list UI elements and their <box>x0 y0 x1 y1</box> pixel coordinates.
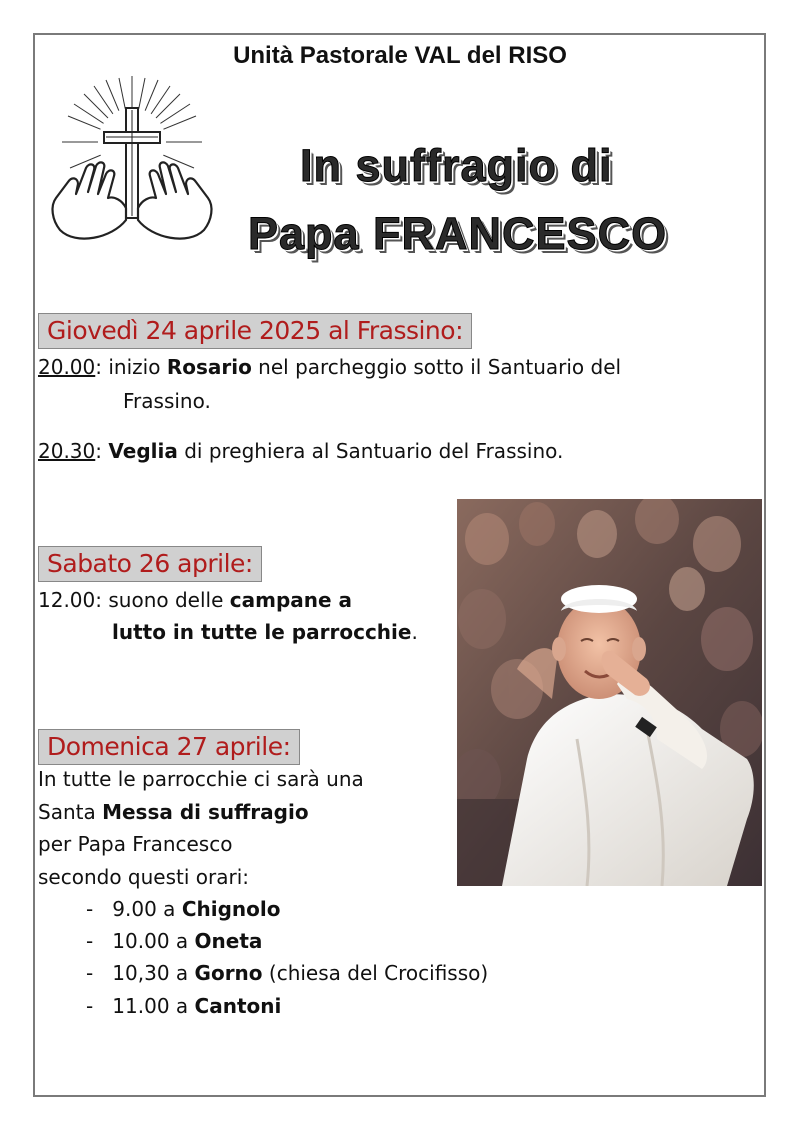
list-dash: - <box>86 961 94 985</box>
schedule-line-rosario <box>38 355 621 379</box>
event-name: campane a <box>229 588 353 612</box>
mass-schedule-item <box>86 994 281 1018</box>
sunday-text-line-1: In tutte le parrocchie ci sarà una <box>38 767 364 791</box>
event-name: Messa di suffragio <box>102 800 309 824</box>
section-heading-sunday: Domenica 27 aprile: <box>38 729 300 765</box>
time-label: 20.30 <box>38 439 96 463</box>
text: inizio <box>108 355 167 379</box>
list-dash: - <box>86 929 94 953</box>
time-label: 12.00 <box>38 588 96 612</box>
section-heading-saturday: Sabato 26 aprile: <box>38 546 262 582</box>
parish-name: Chignolo <box>181 897 281 921</box>
text: Santa <box>38 800 103 824</box>
parish-name: Gorno <box>194 961 263 985</box>
title-line-1: In suffragio di <box>300 140 613 191</box>
cross-hands-icon <box>46 70 218 250</box>
separator: : <box>95 355 109 379</box>
mass-time: 10,30 a <box>112 961 195 985</box>
schedule-line-bells <box>38 588 352 612</box>
event-name: Veglia <box>108 439 178 463</box>
parish-name: Cantoni <box>194 994 282 1018</box>
mass-time: 10.00 a <box>112 929 195 953</box>
separator: : <box>95 588 109 612</box>
list-dash: - <box>86 994 94 1018</box>
mass-schedule-item <box>86 929 262 953</box>
parish-name: Oneta <box>194 929 263 953</box>
text: nel parcheggio sotto il Santuario del <box>251 355 622 379</box>
schedule-line-veglia <box>38 439 563 463</box>
event-name: lutto in tutte le parrocchie <box>112 620 412 644</box>
text: . <box>411 620 418 644</box>
mass-schedule-item <box>86 961 488 985</box>
text: suono delle <box>108 588 230 612</box>
mass-time: 9.00 a <box>112 897 182 921</box>
mass-time: 11.00 a <box>112 994 195 1018</box>
parish-note: (chiesa del Crocifisso) <box>262 961 489 985</box>
schedule-line-rosario-cont: Frassino. <box>123 389 211 413</box>
text: di preghiera al Santuario del Frassino. <box>177 439 564 463</box>
sunday-text-line-3: per Papa Francesco <box>38 832 233 856</box>
sunday-text-line-4: secondo questi orari: <box>38 865 250 889</box>
sunday-text-line-2 <box>38 800 309 824</box>
pope-waving-photo <box>457 499 762 886</box>
organization-name: Unità Pastorale VAL del RISO <box>233 42 567 69</box>
section-heading-thursday: Giovedì 24 aprile 2025 al Frassino: <box>38 313 472 349</box>
separator: : <box>95 439 109 463</box>
time-label: 20.00 <box>38 355 96 379</box>
list-dash: - <box>86 897 94 921</box>
title-line-2: Papa FRANCESCO <box>248 208 668 259</box>
event-name: Rosario <box>166 355 252 379</box>
schedule-line-bells-cont <box>112 620 418 644</box>
mass-schedule-item <box>86 897 280 921</box>
